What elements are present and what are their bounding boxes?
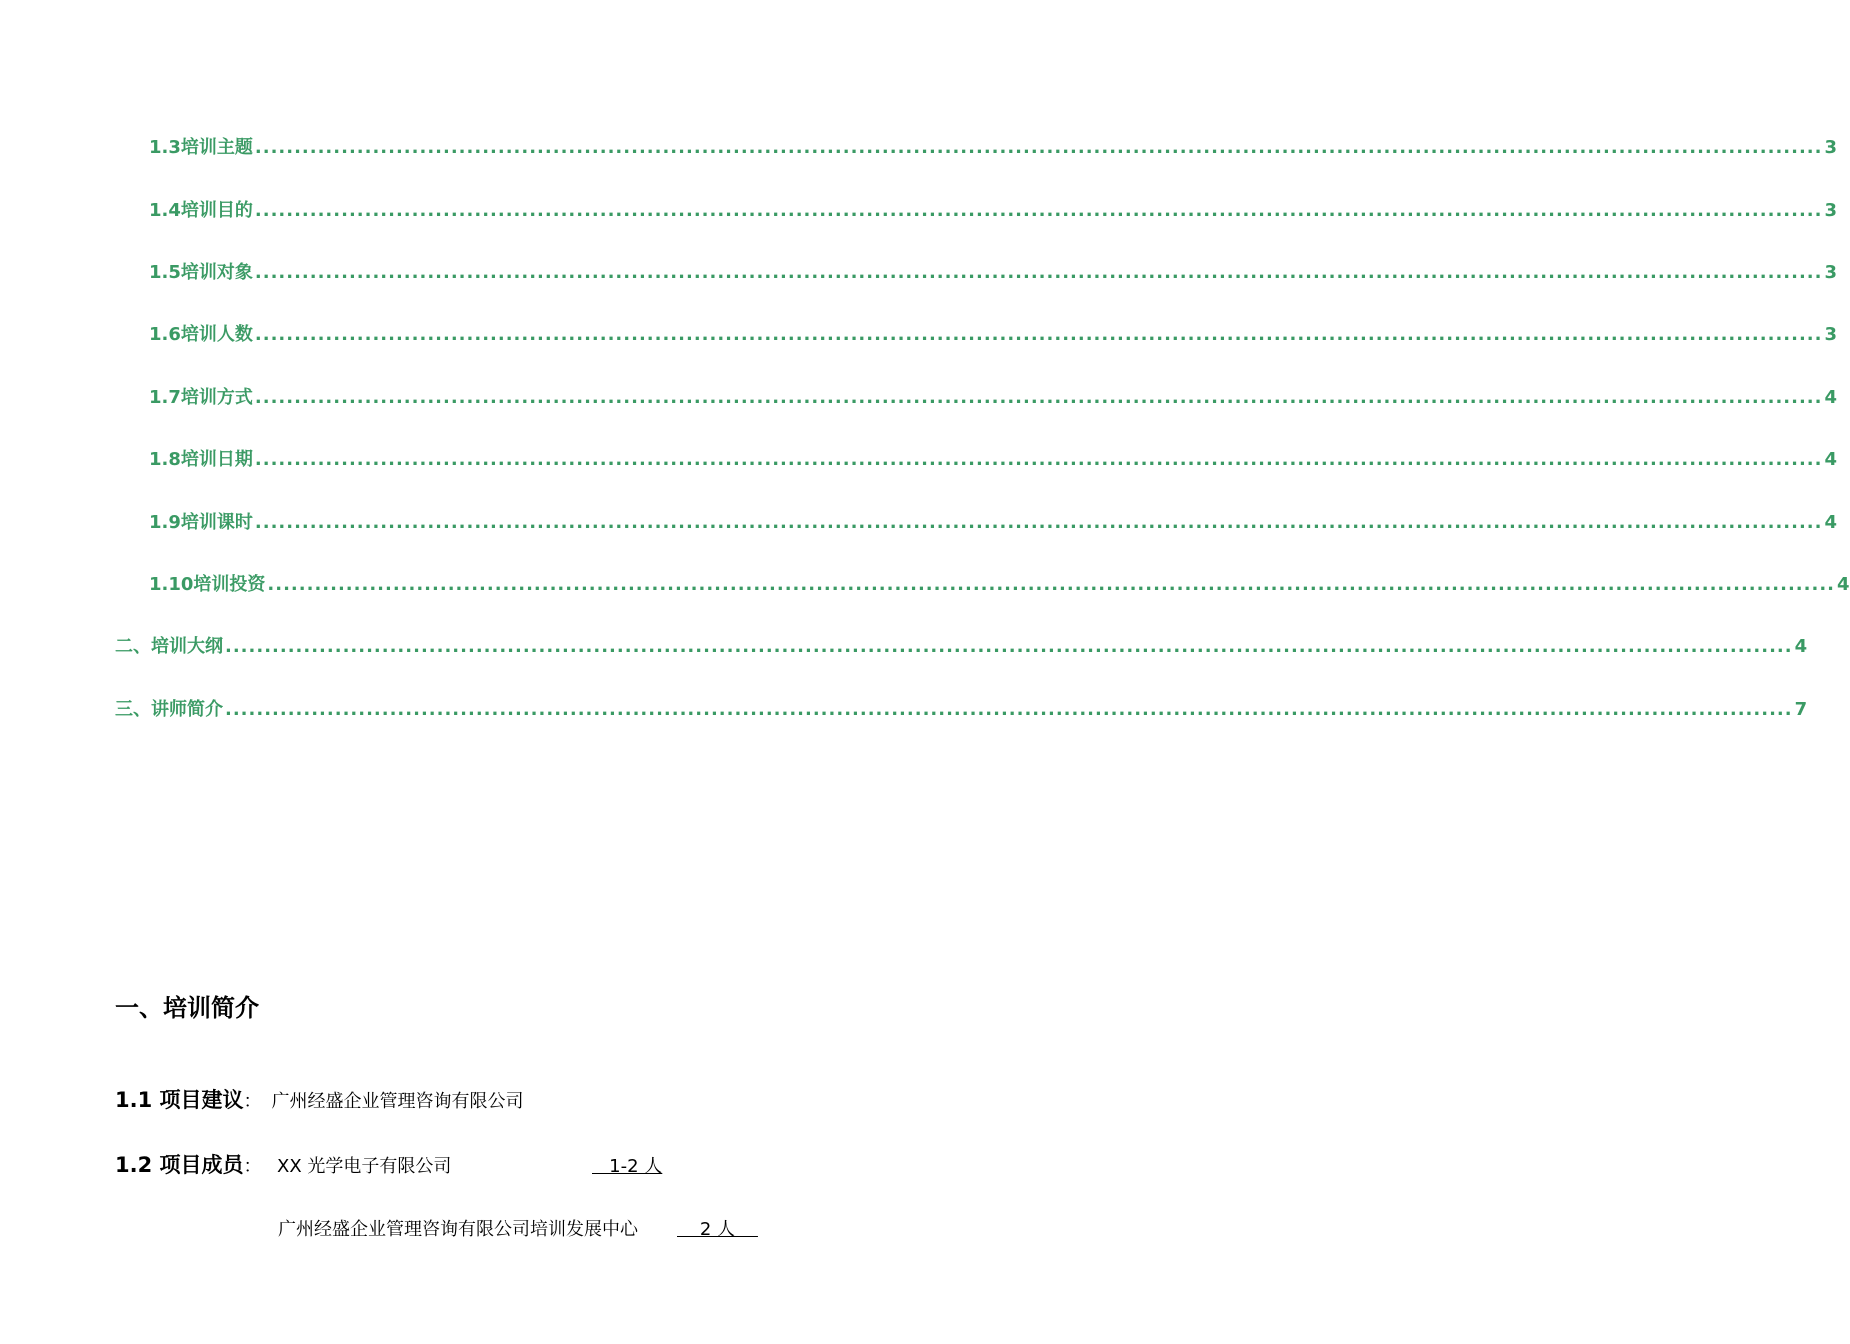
toc-entry[interactable]	[0, 445, 1837, 471]
toc-entry-title: 培训课时	[180, 512, 253, 533]
toc-entry[interactable]	[0, 196, 1837, 222]
toc-leader-dots: ........................................................................................................................................................................................................	[254, 137, 1823, 158]
member-name: XX 光学电子有限公司	[277, 1156, 452, 1177]
toc-leader-dots: ........................................................................................................................................................................................................	[254, 387, 1823, 408]
toc-entry-page: 3	[1824, 324, 1837, 345]
section-heading: 一、培训简介	[115, 994, 259, 1022]
toc-leader-dots: ........................................................................................................................................................................................................	[254, 512, 1823, 533]
toc-entry-page: 4	[1837, 574, 1850, 595]
toc-entry[interactable]	[0, 133, 1837, 159]
toc-entry-title: 培训投资	[193, 574, 266, 595]
toc-entry-title: 培训人数	[180, 324, 253, 345]
toc-leader-dots: ........................................................................................................................................................................................................	[254, 262, 1823, 283]
toc-entry[interactable]	[0, 632, 1808, 658]
members-label: 1.2 项目成员	[115, 1153, 244, 1177]
toc-entry-title: 培训主题	[180, 137, 253, 158]
toc-entry[interactable]	[0, 695, 1808, 721]
toc-leader-dots: ........................................................................................................................................................................................................	[254, 200, 1823, 221]
proposal-row	[115, 1084, 524, 1114]
toc-leader-dots: ........................................................................................................................................................................................................	[254, 449, 1823, 470]
toc-entry-page: 4	[1794, 636, 1808, 657]
member-count: 2 人	[677, 1219, 758, 1240]
toc-entry-number: 三、	[115, 699, 151, 720]
toc-entry[interactable]	[0, 258, 1837, 284]
toc-entry-number: 1.7	[149, 387, 181, 408]
toc-entry[interactable]	[0, 320, 1837, 346]
proposal-value: 广州经盛企业管理咨询有限公司	[271, 1091, 524, 1112]
toc-entry-title: 培训对象	[180, 262, 253, 283]
toc-leader-dots: ........................................................................................................................................................................................................	[254, 324, 1823, 345]
members-row	[115, 1149, 272, 1179]
toc-entry-page: 3	[1824, 262, 1837, 283]
members-colon: ：	[243, 1156, 262, 1177]
toc-entry-page: 3	[1824, 200, 1837, 221]
toc-entry[interactable]	[0, 508, 1837, 534]
toc-entry-page: 4	[1824, 387, 1837, 408]
toc-entry-page: 4	[1824, 449, 1837, 470]
proposal-colon: ：	[243, 1091, 262, 1112]
toc-entry-number: 1.8	[149, 449, 181, 470]
toc-entry[interactable]	[0, 383, 1837, 409]
toc-entry-title: 培训方式	[180, 387, 253, 408]
toc-entry-number: 1.6	[149, 324, 181, 345]
toc-entry-number: 1.5	[149, 262, 181, 283]
toc-leader-dots: ........................................................................................................................................................................................................	[225, 636, 1793, 657]
toc-entry-number: 二、	[115, 636, 151, 657]
toc-entry-number: 1.10	[149, 574, 194, 595]
proposal-label: 1.1 项目建议	[115, 1088, 244, 1112]
toc-leader-dots: ........................................................................................................................................................................................................	[267, 574, 1835, 595]
toc-entry-page: 3	[1824, 137, 1837, 158]
member-name: 广州经盛企业管理咨询有限公司培训发展中心	[278, 1219, 638, 1240]
toc-entry-number: 1.4	[149, 200, 181, 221]
toc-entry-title: 培训大纲	[151, 636, 223, 657]
toc-entry[interactable]	[0, 570, 1850, 596]
toc-entry-page: 4	[1824, 512, 1837, 533]
toc-entry-number: 1.3	[149, 137, 181, 158]
toc-entry-number: 1.9	[149, 512, 181, 533]
member-count: 1-2 人	[592, 1156, 663, 1177]
toc-entry-title: 讲师简介	[151, 699, 223, 720]
toc-entry-title: 培训目的	[180, 200, 253, 221]
toc-entry-page: 7	[1794, 699, 1808, 720]
toc-entry-title: 培训日期	[180, 449, 253, 470]
toc-leader-dots: ........................................................................................................................................................................................................	[225, 699, 1793, 720]
